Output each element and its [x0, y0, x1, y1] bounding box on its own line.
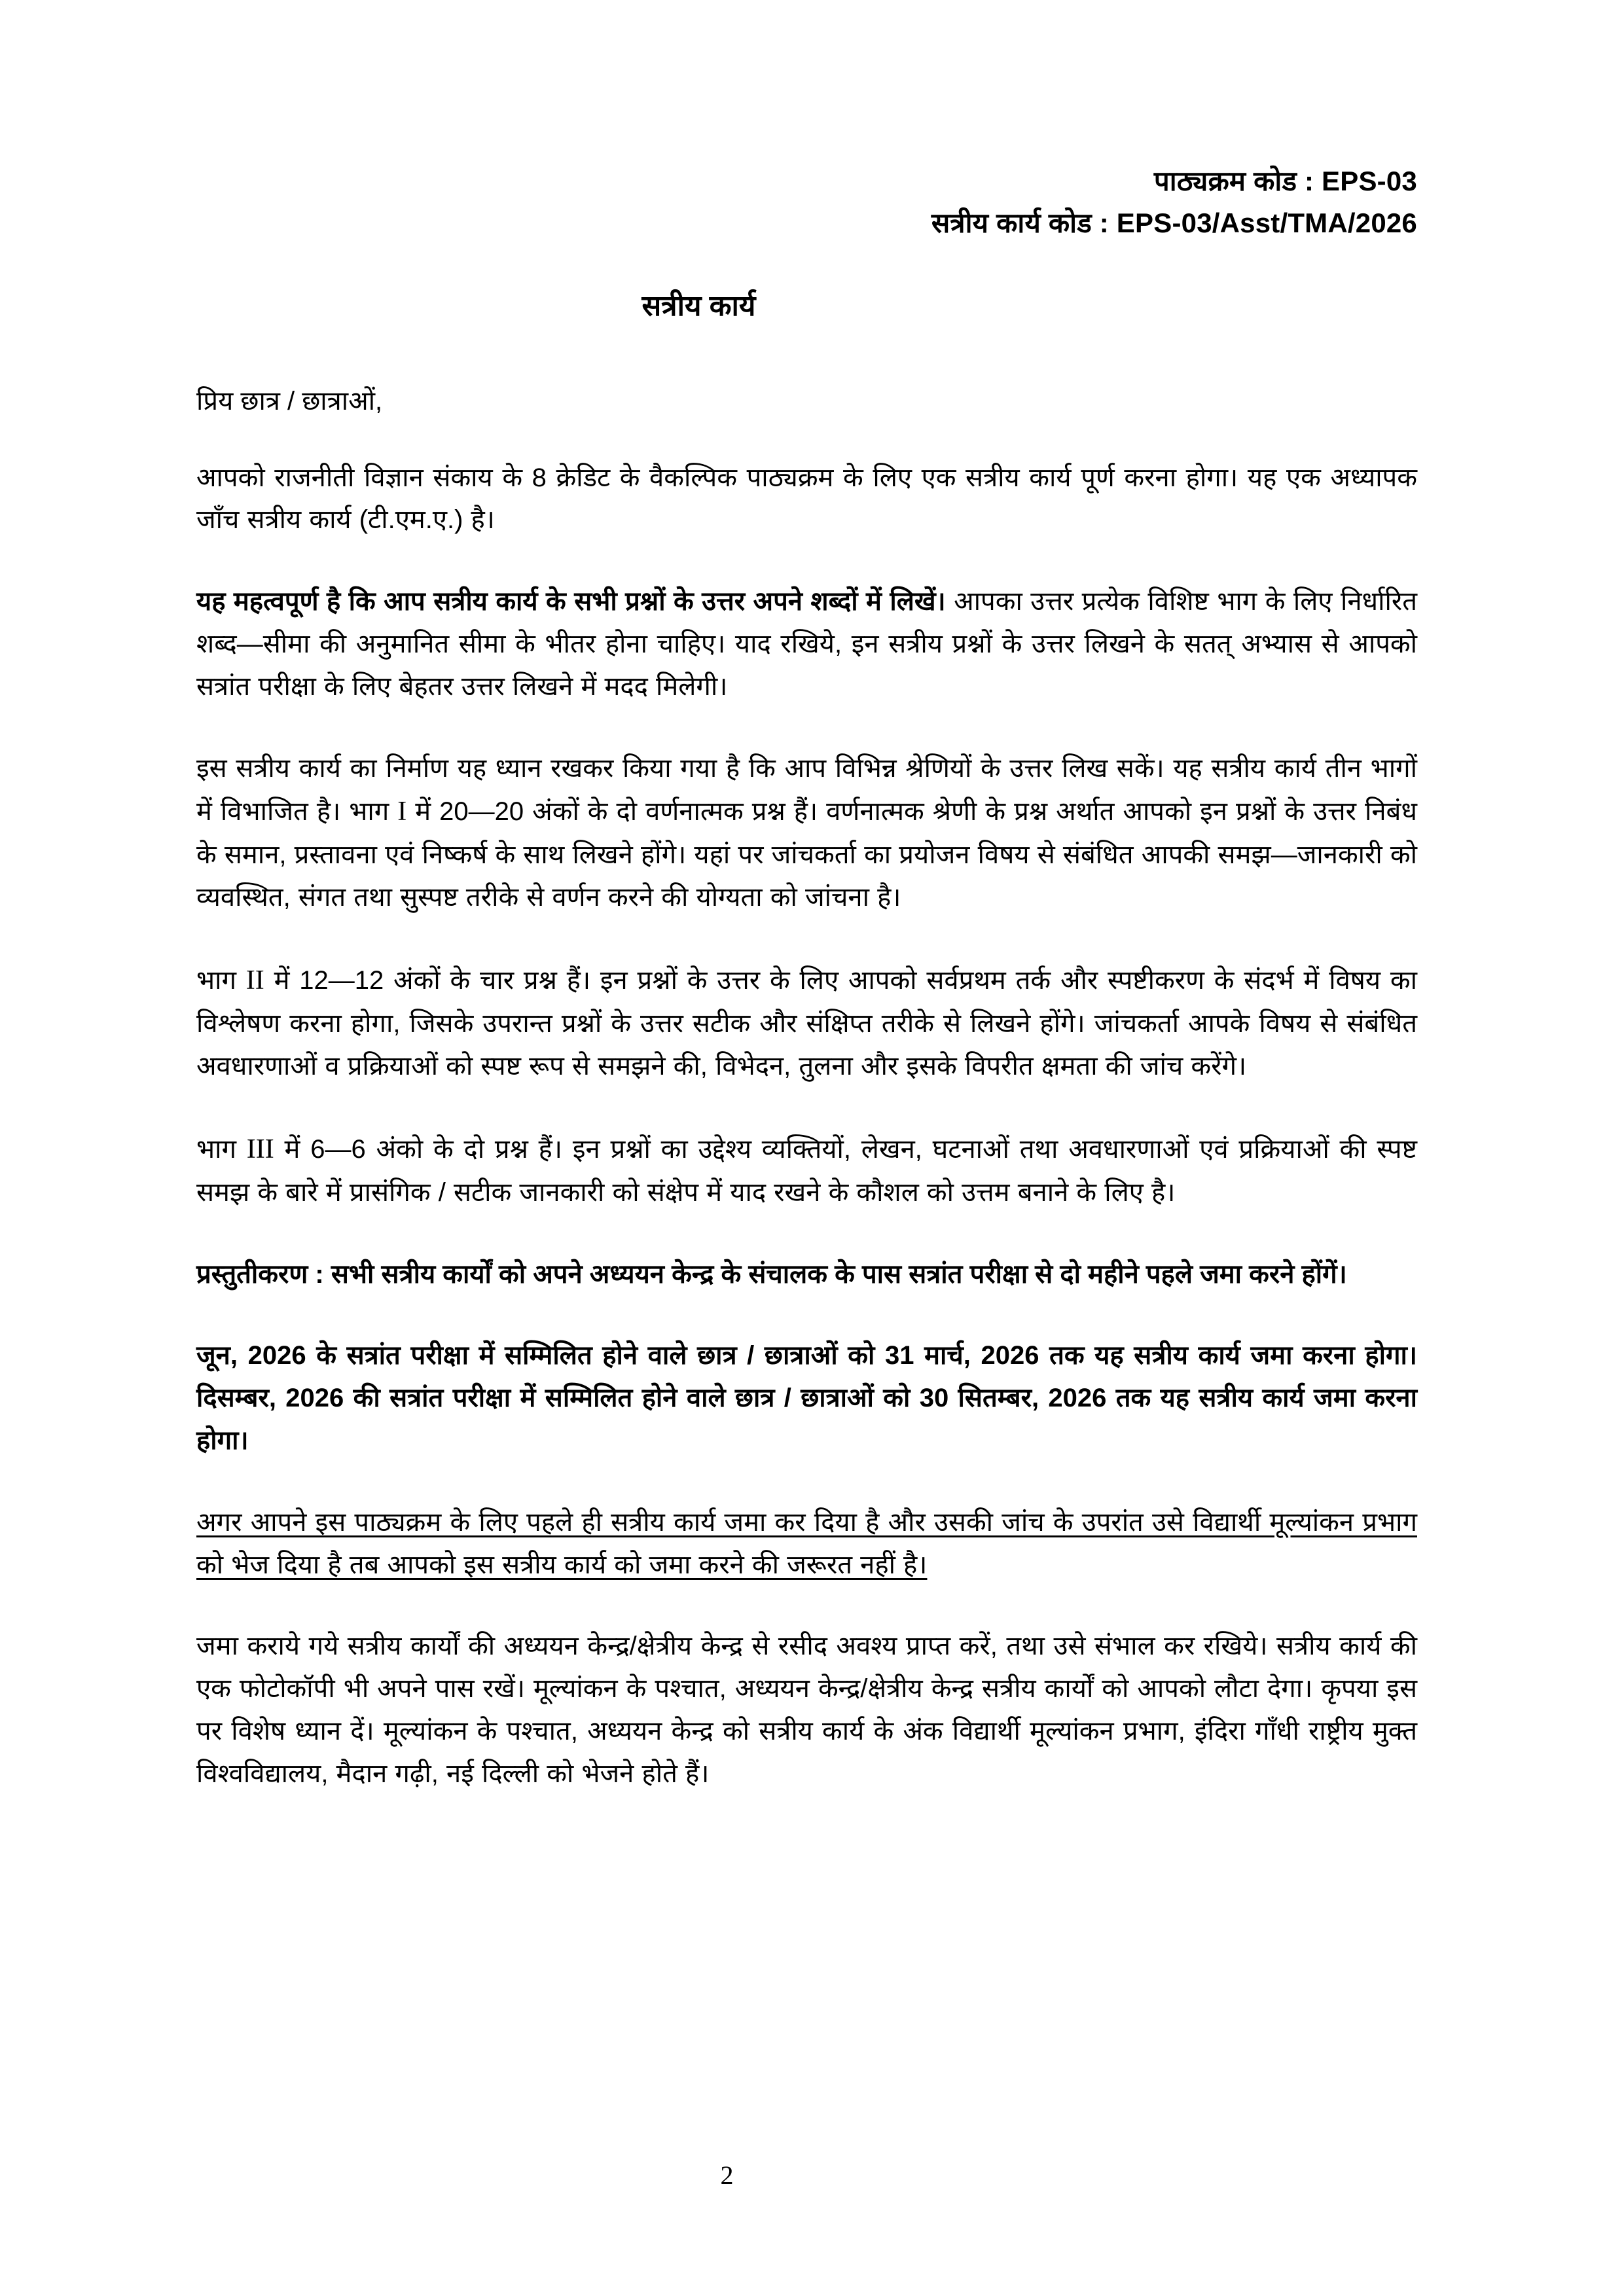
part-2-numeral: II — [245, 965, 264, 996]
assignment-code-line: सत्रीय कार्य कोड : EPS-03/Asst/TMA/2026 — [931, 207, 1417, 238]
document-header — [196, 160, 1417, 244]
page-title: सत्रीय कार्य — [641, 289, 756, 322]
paragraph-presentation — [196, 1253, 1417, 1296]
paragraph-already-submitted — [196, 1501, 1417, 1587]
part-1-numeral: I — [397, 797, 407, 827]
already-submitted-text: अगर आपने इस पाठ्यक्रम के लिए पहले ही सत्रीय कार्य जमा कर दिया है और उसकी जांच के उपरांत उसे विद्यार्थी मूल्यांकन प्रभाग को भेज दिया है तब आपको इस सत्रीय कार्य को जमा करने की जरूरत नहीं है। — [196, 1507, 1417, 1579]
page-content — [196, 0, 1417, 1795]
paragraph-part2 — [196, 958, 1417, 1088]
paragraph-intro — [196, 457, 1417, 542]
important-rest: आपका उत्तर प्रत्येक विशिष्ट भाग के लिए निर्धारित शब्द—सीमा की अनुमानित सीमा के भीतर होना चाहिए। याद रखिये, इन सत्रीय प्रश्नों के उत्तर लिखने के सतत् अभ्यास से आपको सत्रांत परीक्षा के लिए बेहतर उत्तर लिखने में मदद मिलेगी। — [196, 587, 1417, 701]
page-number: 2 — [720, 2161, 734, 2190]
paragraph-structure-part1 — [196, 747, 1417, 919]
presentation-text: प्रस्तुतीकरण : सभी सत्रीय कार्यों को अपने अध्ययन केन्द्र के संचालक के पास सत्रांत परीक्षा से दो महीने पहले जमा करने होंगें। — [196, 1259, 1347, 1289]
salutation: प्रिय छात्र / छात्राओं, — [196, 386, 383, 416]
part-3-numeral: III — [246, 1134, 274, 1164]
part3-suffix: में 6—6 अंको के दो प्रश्न हैं। इन प्रश्नों का उद्देश्य व्यक्तियों, लेखन, घटनाओं तथा अवधारणाओं एवं प्रक्रियाओं की स्पष्ट समझ के बारे में प्रासंगिक / सटीक जानकारी को संक्षेप में याद रखने के कौशल को उत्तम बनाने के लिए है। — [196, 1134, 1417, 1207]
part2-prefix: भाग — [196, 966, 246, 996]
paragraph-deadlines — [196, 1335, 1417, 1462]
part2-suffix: में 12—12 अंकों के चार प्रश्न हैं। इन प्रश्नों के उत्तर के लिए आपको सर्वप्रथम तर्क और स्पष्टीकरण के संदर्भ में विषय का विश्लेषण करना होगा, जिसके उपरान्त प्रश्नों के उत्तर सटीक और संक्षिप्त तरीके से लिखने होंगे। जांचकर्ता आपके विषय से संबंधित अवधारणाओं व प्रक्रियाओं को स्पष्ट रूप से समझने की, विभेदन, तुलना और इसके विपरीत क्षमता की जांच करेंगे। — [196, 966, 1417, 1081]
intro-text: आपको राजनीती विज्ञान संकाय के 8 क्रेडिट के वैकल्पिक पाठ्यक्रम के लिए एक सत्रीय कार्य पूर्ण करना होगा। यह एक अध्यापक जाँच सत्रीय कार्य (टी.एम.ए.) है। — [196, 463, 1417, 535]
paragraph-receipt-instructions — [196, 1625, 1417, 1795]
course-code-line: पाठ्यक्रम कोड : EPS-03 — [1153, 166, 1417, 196]
part3-prefix: भाग — [196, 1134, 247, 1164]
structure-part1-suffix: में 20—20 अंकों के दो वर्णनात्मक प्रश्न हैं। वर्णनात्मक श्रेणी के प्रश्न अर्थात आपको इन प्रश्नों के उत्तर निबंध के समान, प्रस्तावना एवं निष्कर्ष के साथ लिखने होंगे। यहां पर जांचकर्ता का प्रयोजन विषय से संबंधित आपकी समझ—जानकारी को व्यवस्थित, संगत तथा सुस्पष्ट तरीके से वर्णन करने की योग्यता को जांचना है। — [196, 797, 1417, 912]
paragraph-important — [196, 581, 1417, 708]
paragraph-part3 — [196, 1127, 1417, 1214]
deadlines-text: जून, 2026 के सत्रांत परीक्षा में सम्मिलित होने वाले छात्र / छात्राओं को 31 मार्च, 2026 तक यह सत्रीय कार्य जमा करना होगा। दिसम्बर, 2026 की सत्रांत परीक्षा में सम्मिलित होने वाले छात्र / छात्राओं को 30 सितम्बर, 2026 तक यह सत्रीय कार्य जमा करना होगा। — [196, 1341, 1417, 1455]
structure-part1-prefix: इस सत्रीय कार्य का निर्माण यह ध्यान रखकर किया गया है कि आप विभिन्न श्रेणियों के उत्तर लिख सकें। यह सत्रीय कार्य तीन भागों में विभाजित है। भाग — [196, 753, 1417, 827]
receipt-instructions-text: जमा कराये गये सत्रीय कार्यों की अध्ययन केन्द्र/क्षेत्रीय केन्द्र से रसीद अवश्य प्राप्त करें, तथा उसे संभाल कर रखिये। सत्रीय कार्य की एक फोटोकॉपी भी अपने पास रखें। मूल्यांकन के पश्चात, अध्ययन केन्द्र/क्षेत्रीय केन्द्र सत्रीय कार्यों को आपको लौटा देगा। कृपया इस पर विशेष ध्यान दें। मूल्यांकन के पश्चात, अध्ययन केन्द्र को सत्रीय कार्य के अंक विद्यार्थी मूल्यांकन प्रभाग, इंदिरा गाँधी राष्ट्रीय मुक्त विश्वविद्यालय, मैदान गढ़ी, नई दिल्ली को भेजने होते हैं। — [196, 1632, 1417, 1788]
important-bold-lead: यह महत्वपूर्ण है कि आप सत्रीय कार्य के सभी प्रश्नों के उत्तर अपने शब्दों में लिखें। — [196, 587, 946, 617]
